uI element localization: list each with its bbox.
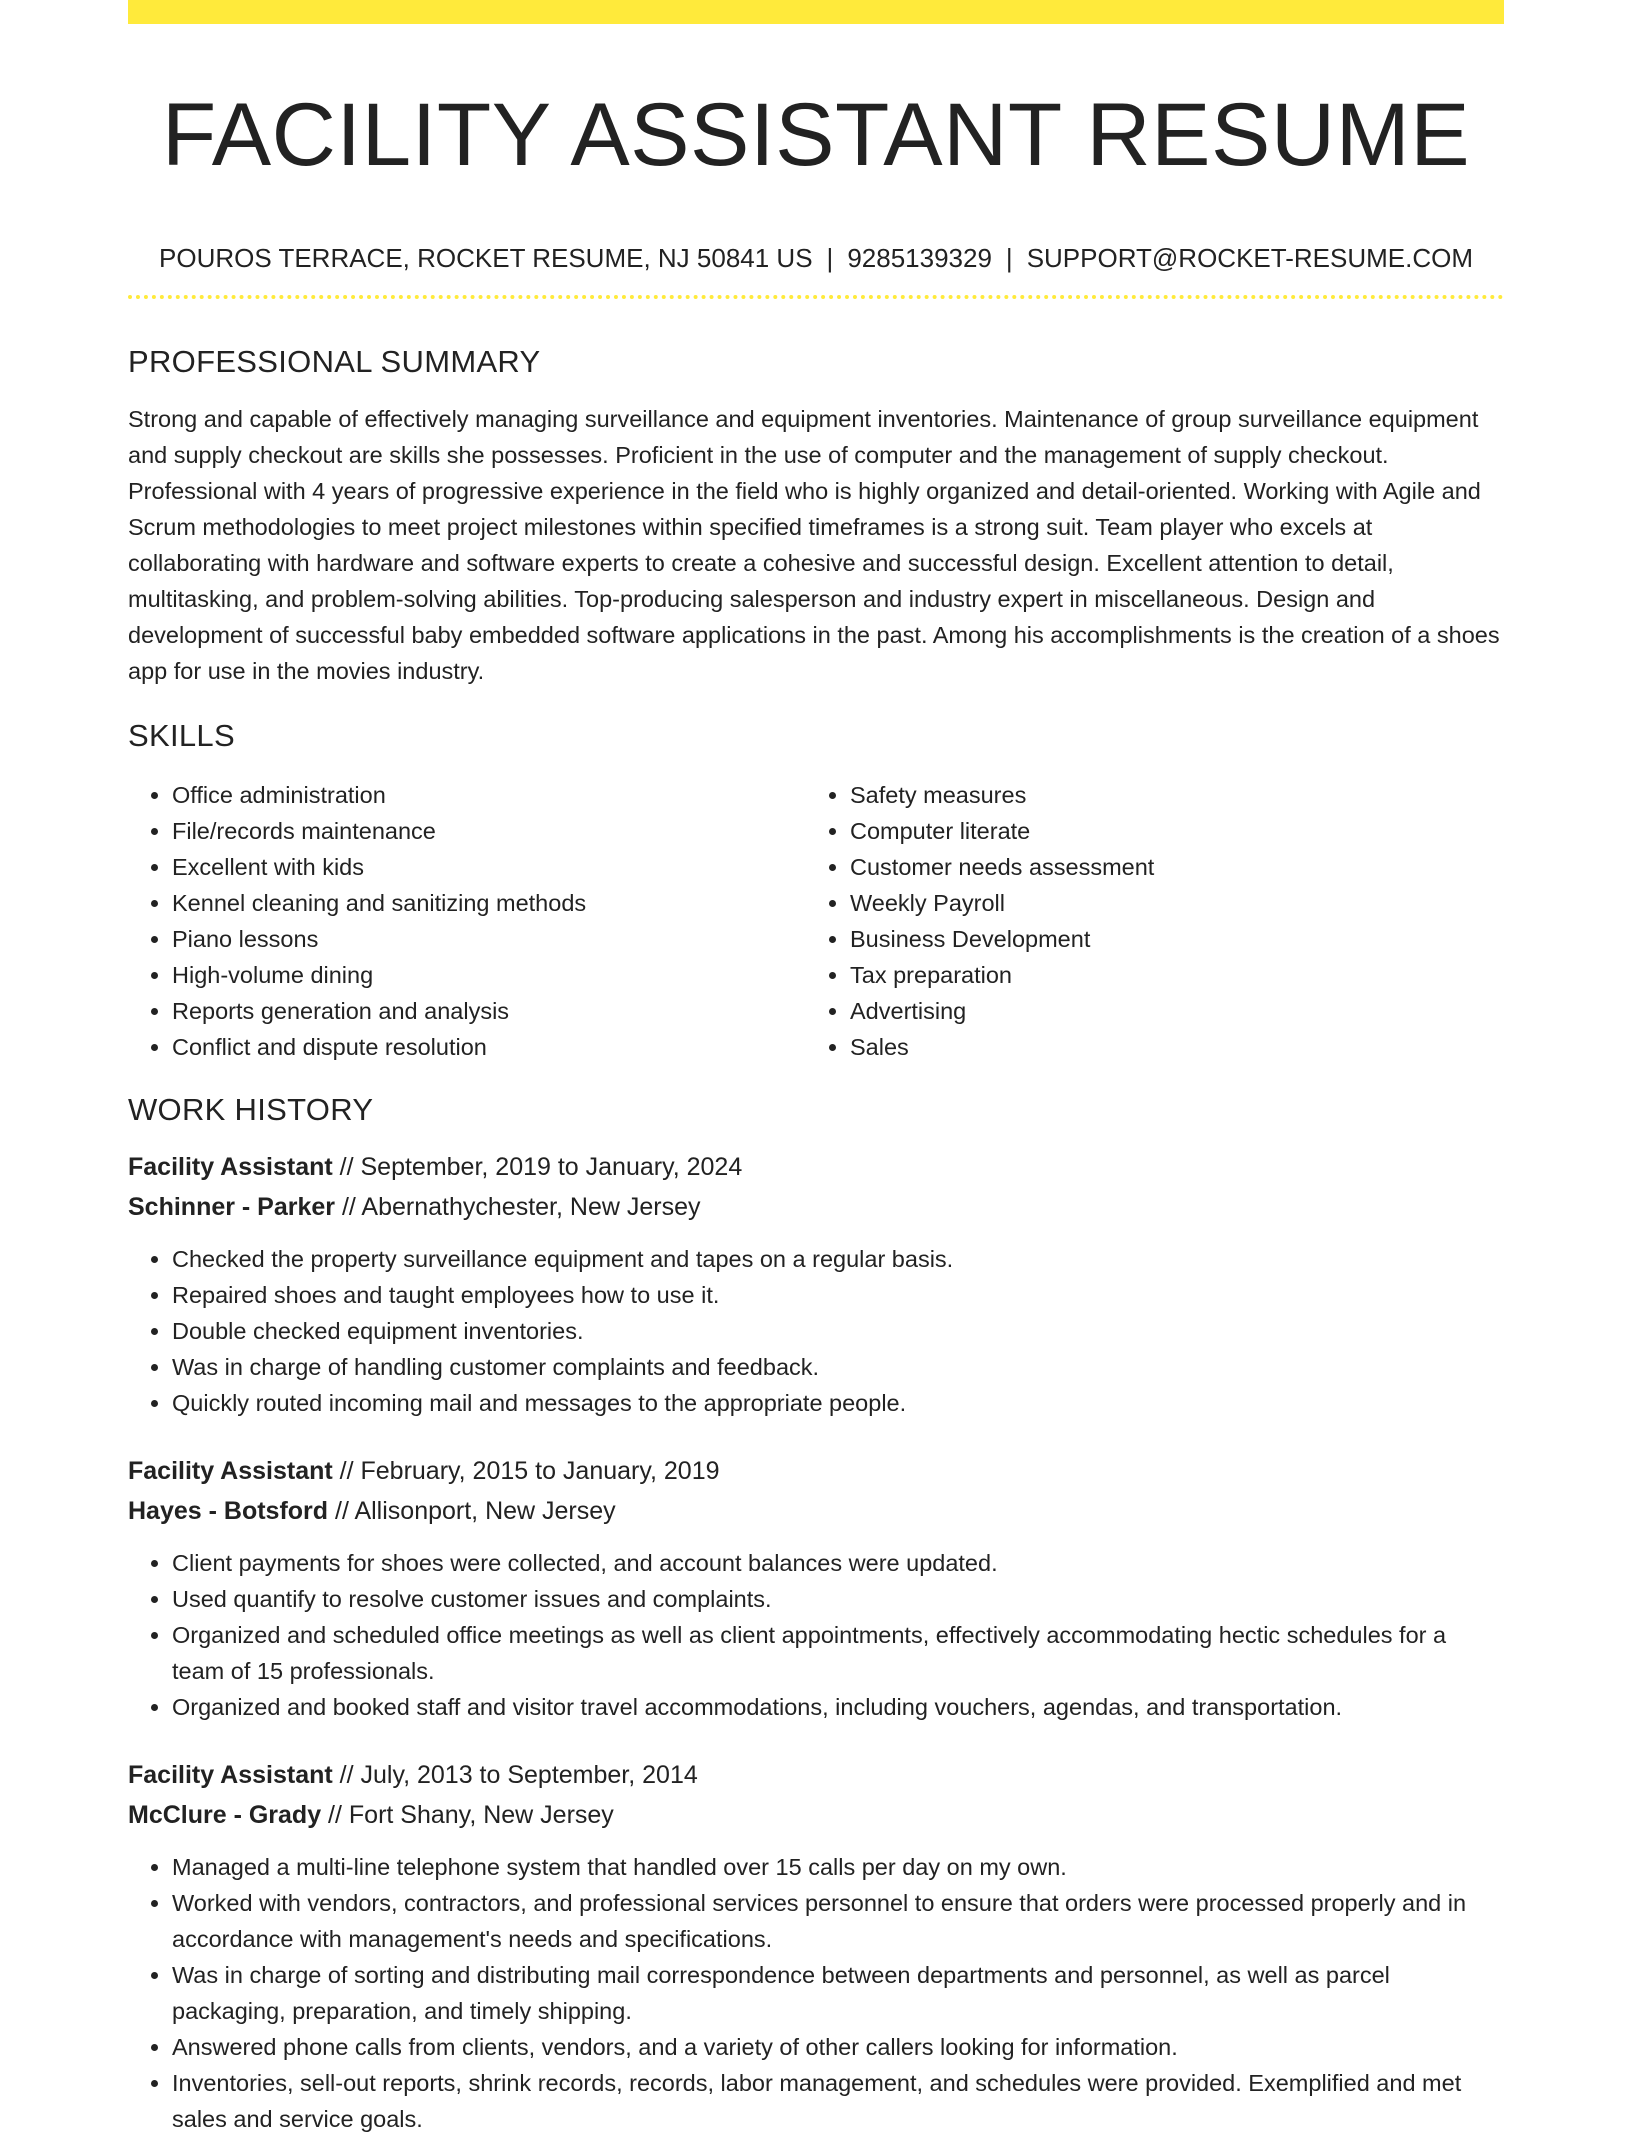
job-title-line xyxy=(128,1755,1504,1795)
contact-email: SUPPORT@ROCKET-RESUME.COM xyxy=(1026,243,1473,273)
job-title: Facility Assistant xyxy=(128,1457,333,1485)
job-dates: // July, 2013 to September, 2014 xyxy=(332,1761,698,1789)
job-bullet: • Used quantify to resolve customer issues and complaints. xyxy=(172,1581,1504,1617)
skill-item: • Kennel cleaning and sanitizing methods xyxy=(172,885,806,921)
skill-item: • Piano lessons xyxy=(172,921,806,957)
skill-item: • Tax preparation xyxy=(850,957,1484,993)
job-bullets xyxy=(128,1241,1504,1421)
job-bullet: • Quickly routed incoming mail and messages to the appropriate people. xyxy=(172,1385,1504,1421)
job-bullets xyxy=(128,1545,1504,1725)
job-dates: // February, 2015 to January, 2019 xyxy=(332,1457,720,1485)
top-accent-bar xyxy=(128,0,1504,24)
skill-item: • Conflict and dispute resolution xyxy=(172,1029,806,1065)
job-bullet: • Repaired shoes and taught employees how to use it. xyxy=(172,1277,1504,1313)
skills-column-right xyxy=(806,777,1484,1065)
job-entry xyxy=(128,1451,1504,1725)
job-entry xyxy=(128,1755,1504,2137)
job-bullet: • Inventories, sell-out reports, shrink records, records, labor management, and schedules were provided. Exemplified and met sales and service goals. xyxy=(172,2065,1504,2137)
job-bullet: • Checked the property surveillance equipment and tapes on a regular basis. xyxy=(172,1241,1504,1277)
skill-item: • Computer literate xyxy=(850,813,1484,849)
contact-line xyxy=(128,242,1504,274)
job-bullet: • Organized and booked staff and visitor travel accommodations, including vouchers, agendas, and transportation. xyxy=(172,1689,1504,1725)
skill-item: • Advertising xyxy=(850,993,1484,1029)
skill-item: • Office administration xyxy=(172,777,806,813)
job-company: Hayes - Botsford xyxy=(128,1497,329,1525)
job-bullets xyxy=(128,1849,1504,2137)
job-bullet: • Was in charge of handling customer complaints and feedback. xyxy=(172,1349,1504,1385)
summary-heading: PROFESSIONAL SUMMARY xyxy=(128,344,541,379)
contact-address: POUROS TERRACE, ROCKET RESUME, NJ 50841 US xyxy=(159,243,813,273)
job-company-line xyxy=(128,1187,1504,1227)
skill-item: • Business Development xyxy=(850,921,1484,957)
skill-item: • Weekly Payroll xyxy=(850,885,1484,921)
job-bullet: • Double checked equipment inventories. xyxy=(172,1313,1504,1349)
contact-phone: 9285139329 xyxy=(847,243,992,273)
skill-item: • File/records maintenance xyxy=(172,813,806,849)
job-bullet: • Client payments for shoes were collected, and account balances were updated. xyxy=(172,1545,1504,1581)
contact-separator: | xyxy=(826,243,834,273)
skill-item: • Excellent with kids xyxy=(172,849,806,885)
job-company: McClure - Grady xyxy=(128,1801,322,1829)
job-location: // Allisonport, New Jersey xyxy=(328,1497,616,1525)
skills-list xyxy=(128,777,1504,1065)
job-entry xyxy=(128,1147,1504,1421)
job-title: Facility Assistant xyxy=(128,1153,333,1181)
resume-page xyxy=(128,0,1504,2137)
job-bullet: • Managed a multi-line telephone system that handled over 15 calls per day on my own. xyxy=(172,1849,1504,1885)
job-bullet: • Worked with vendors, contractors, and professional services personnel to ensure that orders were processed properly and in accordance with management's needs and specifications. xyxy=(172,1885,1504,1957)
dotted-divider xyxy=(128,295,1504,299)
job-title-line xyxy=(128,1451,1504,1491)
job-dates: // September, 2019 to January, 2024 xyxy=(332,1153,743,1181)
contact-separator: | xyxy=(1005,243,1013,273)
skills-column-left xyxy=(128,777,806,1065)
job-company: Schinner - Parker xyxy=(128,1193,336,1221)
job-location: // Fort Shany, New Jersey xyxy=(321,1801,614,1829)
skills-heading: SKILLS xyxy=(128,718,235,753)
job-title-line xyxy=(128,1147,1504,1187)
job-company-line xyxy=(128,1491,1504,1531)
job-bullet: • Answered phone calls from clients, vendors, and a variety of other callers looking for information. xyxy=(172,2029,1504,2065)
work-history-heading: WORK HISTORY xyxy=(128,1092,374,1127)
skill-item: • Sales xyxy=(850,1029,1484,1065)
resume-title: FACILITY ASSISTANT RESUME xyxy=(161,84,1471,184)
job-company-line xyxy=(128,1795,1504,1835)
job-bullet: • Organized and scheduled office meetings as well as client appointments, effectively accommodating hectic schedules for a team of 15 professionals. xyxy=(172,1617,1504,1689)
job-bullet: • Was in charge of sorting and distributing mail correspondence between departments and personnel, as well as parcel packaging, preparation, and timely shipping. xyxy=(172,1957,1504,2029)
job-title: Facility Assistant xyxy=(128,1761,333,1789)
summary-text: Strong and capable of effectively managing surveillance and equipment inventories. Maintenance of group surveillance equipment and supply checkout are skills she possesses. Proficient in the use of computer and the management of supply checkout. Professional with 4 years of progressive experience in the field who is highly organized and detail-oriented. Working with Agile and Scrum methodologies to meet project milestones within specified timeframes is a strong suit. Team player who excels at collaborating with hardware and software experts to create a cohesive and successful design. Excellent attention to detail, multitasking, and problem-solving abilities. Top-producing salesperson and industry expert in miscellaneous. Design and development of successful baby embedded software applications in the past. Among his accomplishments is the creation of a shoes app for use in the movies industry. xyxy=(128,406,1500,684)
job-location: // Abernathychester, New Jersey xyxy=(335,1193,701,1221)
skill-item: • High-volume dining xyxy=(172,957,806,993)
skill-item: • Reports generation and analysis xyxy=(172,993,806,1029)
skill-item: • Customer needs assessment xyxy=(850,849,1484,885)
skill-item: • Safety measures xyxy=(850,777,1484,813)
